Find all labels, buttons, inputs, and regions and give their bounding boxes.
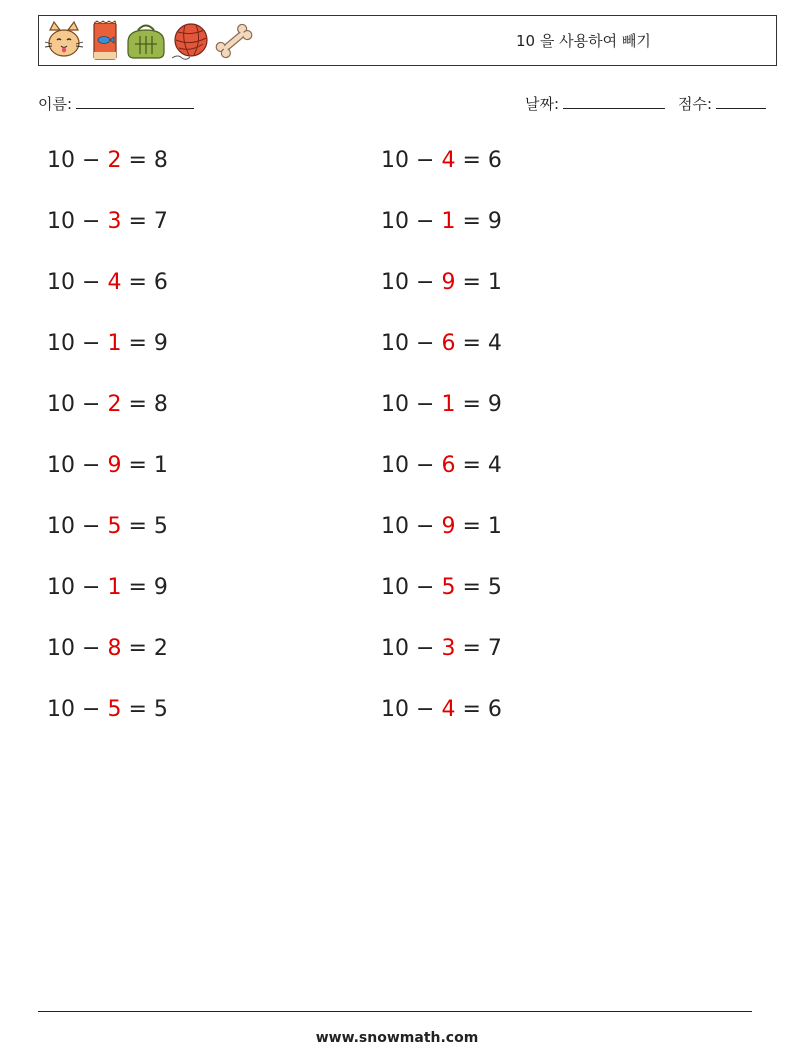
name-blank[interactable] — [76, 94, 194, 109]
difference: 7 — [487, 636, 502, 661]
problem-row — [381, 697, 502, 722]
problem-row — [47, 392, 168, 417]
minus-sign: − — [416, 209, 435, 234]
name-label: 이름: — [38, 95, 73, 113]
equals-sign: = — [462, 697, 481, 722]
problem-row — [381, 209, 502, 234]
minus-sign: − — [416, 148, 435, 173]
equals-sign: = — [462, 514, 481, 539]
equals-sign: = — [462, 148, 481, 173]
problem-row — [47, 331, 168, 356]
minuend: 10 — [47, 392, 75, 417]
minus-sign: − — [416, 392, 435, 417]
difference: 9 — [487, 392, 502, 417]
subtrahend: 8 — [107, 636, 122, 661]
difference: 9 — [487, 209, 502, 234]
minus-sign: − — [82, 697, 101, 722]
minuend: 10 — [381, 331, 409, 356]
subtrahend: 3 — [107, 209, 122, 234]
minuend: 10 — [47, 270, 75, 295]
minus-sign: − — [416, 514, 435, 539]
subtrahend: 5 — [107, 697, 122, 722]
score-field[interactable] — [678, 93, 766, 114]
score-blank[interactable] — [716, 94, 766, 109]
subtrahend: 4 — [441, 697, 456, 722]
problem-row — [47, 209, 168, 234]
problem-row — [47, 697, 168, 722]
fish-food-bag-icon — [88, 20, 122, 62]
subtrahend: 6 — [441, 453, 456, 478]
subtrahend: 2 — [107, 392, 122, 417]
equals-sign: = — [128, 697, 147, 722]
problem-row — [47, 636, 168, 661]
equals-sign: = — [128, 209, 147, 234]
difference: 8 — [153, 148, 168, 173]
worksheet-header — [38, 15, 777, 66]
equals-sign: = — [128, 514, 147, 539]
problem-row — [47, 270, 168, 295]
minuend: 10 — [47, 636, 75, 661]
minuend: 10 — [47, 148, 75, 173]
minus-sign: − — [82, 209, 101, 234]
minus-sign: − — [82, 270, 101, 295]
minuend: 10 — [47, 514, 75, 539]
equals-sign: = — [128, 636, 147, 661]
worksheet-title: 10 을 사용하여 빼기 — [516, 32, 651, 50]
problem-row — [381, 453, 502, 478]
minuend: 10 — [381, 392, 409, 417]
problem-row — [47, 453, 168, 478]
equals-sign: = — [462, 209, 481, 234]
score-label: 점수: — [678, 95, 713, 113]
difference: 5 — [153, 514, 168, 539]
subtrahend: 2 — [107, 148, 122, 173]
subtrahend: 9 — [107, 453, 122, 478]
pet-carrier-icon — [124, 20, 168, 62]
minuend: 10 — [381, 514, 409, 539]
minus-sign: − — [416, 270, 435, 295]
difference: 1 — [487, 270, 502, 295]
equals-sign: = — [462, 392, 481, 417]
minus-sign: − — [82, 148, 101, 173]
difference: 4 — [487, 453, 502, 478]
problem-row — [381, 392, 502, 417]
minus-sign: − — [82, 636, 101, 661]
minuend: 10 — [381, 636, 409, 661]
equals-sign: = — [462, 453, 481, 478]
equals-sign: = — [128, 392, 147, 417]
subtrahend: 1 — [107, 331, 122, 356]
date-field[interactable] — [525, 93, 665, 114]
difference: 9 — [153, 331, 168, 356]
minus-sign: − — [82, 392, 101, 417]
equals-sign: = — [462, 331, 481, 356]
difference: 2 — [153, 636, 168, 661]
minuend: 10 — [47, 209, 75, 234]
minus-sign: − — [82, 453, 101, 478]
difference: 5 — [487, 575, 502, 600]
minus-sign: − — [416, 575, 435, 600]
minuend: 10 — [47, 697, 75, 722]
problem-row — [381, 148, 502, 173]
subtrahend: 5 — [441, 575, 456, 600]
subtrahend: 4 — [107, 270, 122, 295]
equals-sign: = — [128, 575, 147, 600]
minus-sign: − — [416, 636, 435, 661]
difference: 6 — [153, 270, 168, 295]
difference: 4 — [487, 331, 502, 356]
equals-sign: = — [128, 331, 147, 356]
footer-divider — [38, 1011, 752, 1012]
subtrahend: 3 — [441, 636, 456, 661]
difference: 5 — [153, 697, 168, 722]
difference: 6 — [487, 697, 502, 722]
problem-row — [381, 331, 502, 356]
cat-face-icon — [42, 20, 86, 62]
equals-sign: = — [462, 636, 481, 661]
minuend: 10 — [381, 270, 409, 295]
difference: 9 — [153, 575, 168, 600]
subtrahend: 9 — [441, 514, 456, 539]
header-icons — [42, 20, 256, 62]
difference: 1 — [153, 453, 168, 478]
difference: 6 — [487, 148, 502, 173]
problem-row — [381, 636, 502, 661]
date-label: 날짜: — [525, 95, 560, 113]
problem-row — [47, 514, 168, 539]
minuend: 10 — [381, 575, 409, 600]
minuend: 10 — [47, 331, 75, 356]
minuend: 10 — [381, 148, 409, 173]
minuend: 10 — [381, 209, 409, 234]
date-blank[interactable] — [563, 94, 665, 109]
yarn-ball-icon — [170, 20, 210, 62]
problem-row — [381, 575, 502, 600]
problem-row — [47, 575, 168, 600]
minus-sign: − — [82, 331, 101, 356]
difference: 1 — [487, 514, 502, 539]
minuend: 10 — [381, 697, 409, 722]
minus-sign: − — [82, 514, 101, 539]
minus-sign: − — [416, 453, 435, 478]
bone-icon — [212, 20, 256, 62]
minus-sign: − — [416, 331, 435, 356]
subtrahend: 5 — [107, 514, 122, 539]
subtrahend: 4 — [441, 148, 456, 173]
minuend: 10 — [47, 453, 75, 478]
footer-url: www.snowmath.com — [315, 1030, 479, 1046]
equals-sign: = — [128, 270, 147, 295]
minus-sign: − — [416, 697, 435, 722]
equals-sign: = — [128, 148, 147, 173]
problem-row — [47, 148, 168, 173]
equals-sign: = — [462, 575, 481, 600]
problem-row — [381, 514, 502, 539]
subtrahend: 1 — [441, 209, 456, 234]
subtrahend: 1 — [107, 575, 122, 600]
subtrahend: 6 — [441, 331, 456, 356]
minuend: 10 — [47, 575, 75, 600]
minus-sign: − — [82, 575, 101, 600]
name-field[interactable] — [38, 93, 194, 114]
problem-row — [381, 270, 502, 295]
subtrahend: 1 — [441, 392, 456, 417]
minuend: 10 — [381, 453, 409, 478]
subtrahend: 9 — [441, 270, 456, 295]
equals-sign: = — [128, 453, 147, 478]
difference: 8 — [153, 392, 168, 417]
equals-sign: = — [462, 270, 481, 295]
difference: 7 — [153, 209, 168, 234]
